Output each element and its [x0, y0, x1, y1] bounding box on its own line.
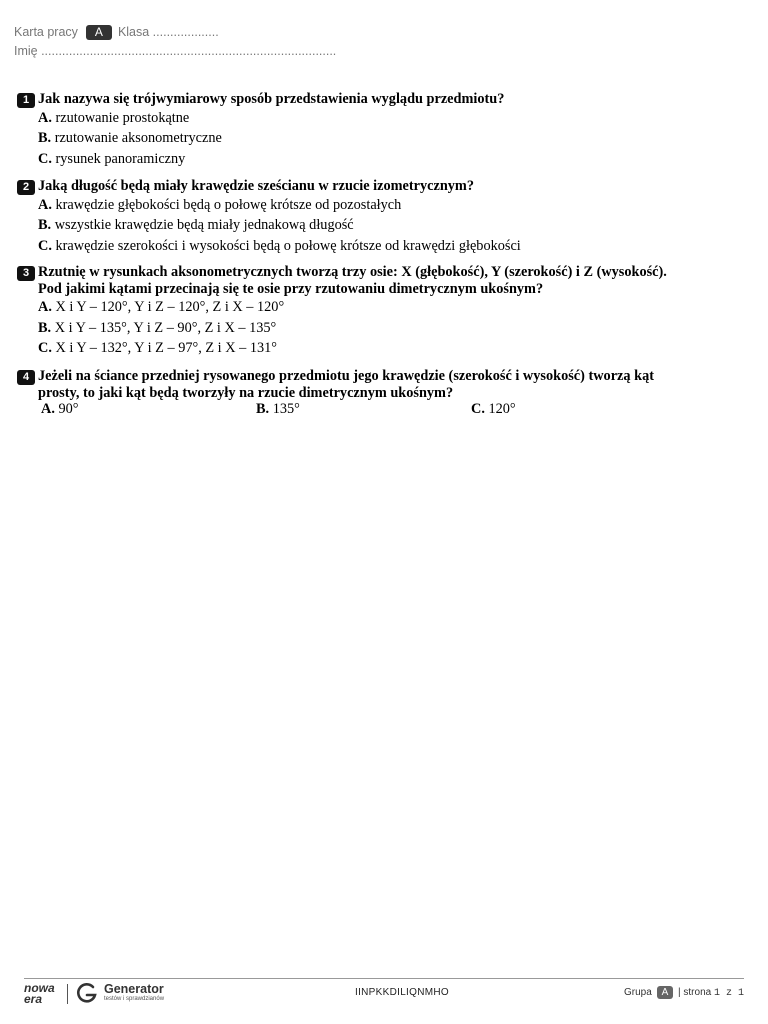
question-text-line-1: Jeżeli na ściance przedniej rysowanego przedmiotu jego krawędzie (szerokość i wysokość) tworzą kąt: [38, 368, 654, 384]
generator-g-icon: [76, 982, 98, 1004]
page-number: 1 z 1: [713, 988, 744, 999]
question-number: 1: [17, 93, 35, 108]
generator-subtitle: testów i sprawdzianów: [104, 996, 165, 1002]
group-badge: A: [86, 25, 112, 40]
question-2: [17, 178, 707, 256]
answer-b: B. rzutowanie aksonometryczne: [38, 130, 222, 146]
generator-title: Generator: [104, 982, 164, 996]
header-line-1: [14, 25, 219, 40]
answer-b: B. wszystkie krawędzie będą miały jednakową długość: [38, 217, 354, 233]
footer-divider: [24, 978, 744, 979]
answer-a: A. 90°: [41, 401, 79, 417]
question-text-line-2: prosty, to jaki kąt będą tworzyły na rzucie dimetrycznym ukośnym?: [38, 384, 454, 401]
name-field: Imię .....................................................................................: [14, 44, 337, 58]
question-4: [17, 368, 707, 418]
question-3: [17, 264, 707, 359]
question-number: 2: [17, 180, 35, 195]
answer-c: C. X i Y – 132°, Y i Z – 97°, Z i X – 131°: [38, 340, 278, 356]
answer-c: C. 120°: [471, 401, 516, 417]
question-1: [17, 91, 707, 169]
answer-b: B. X i Y – 135°, Y i Z – 90°, Z i X – 135°: [38, 319, 277, 336]
class-field: Klasa ...................: [117, 25, 219, 39]
question-number: 3: [17, 266, 35, 281]
question-text-line-2: Pod jakimi kątami przecinają się te osie przy rzutowaniu dimetrycznym ukośnym?: [38, 280, 544, 297]
answer-b: B. 135°: [256, 401, 300, 417]
answer-a: A. X i Y – 120°, Y i Z – 120°, Z i X – 120°: [38, 299, 285, 315]
answer-row: [41, 401, 707, 418]
answer-c: C. krawędzie szerokości i wysokości będą o połowę krótsze od krawędzi głębokości: [38, 237, 521, 254]
question-text-line-1: Rzutnię w rysunkach aksonometrycznych tworzą trzy osie: X (głębokość), Y (szerokość) i Z (wysokość).: [38, 264, 667, 280]
answer-a: A. krawędzie głębokości będą o połowę krótsze od pozostałych: [38, 196, 402, 213]
question-text: Jak nazywa się trójwymiarowy sposób przedstawienia wyglądu przedmiotu?: [38, 91, 505, 107]
worksheet-label: Karta pracy: [14, 25, 78, 39]
document-code: IINPKKDILIQNMHO: [355, 987, 449, 998]
question-number: 4: [17, 370, 35, 385]
question-text: Jaką długość będą miały krawędzie sześcianu w rzucie izometrycznym?: [38, 178, 474, 194]
nowa-era-logo: nowa era: [24, 981, 55, 1006]
footer-group-badge: A: [657, 986, 674, 999]
answer-a: A. rzutowanie prostokątne: [38, 109, 190, 126]
answer-c: C. rysunek panoramiczny: [38, 150, 186, 167]
page-info: Grupa A | strona 1 z 1: [624, 987, 744, 999]
logo-separator: [67, 984, 68, 1004]
